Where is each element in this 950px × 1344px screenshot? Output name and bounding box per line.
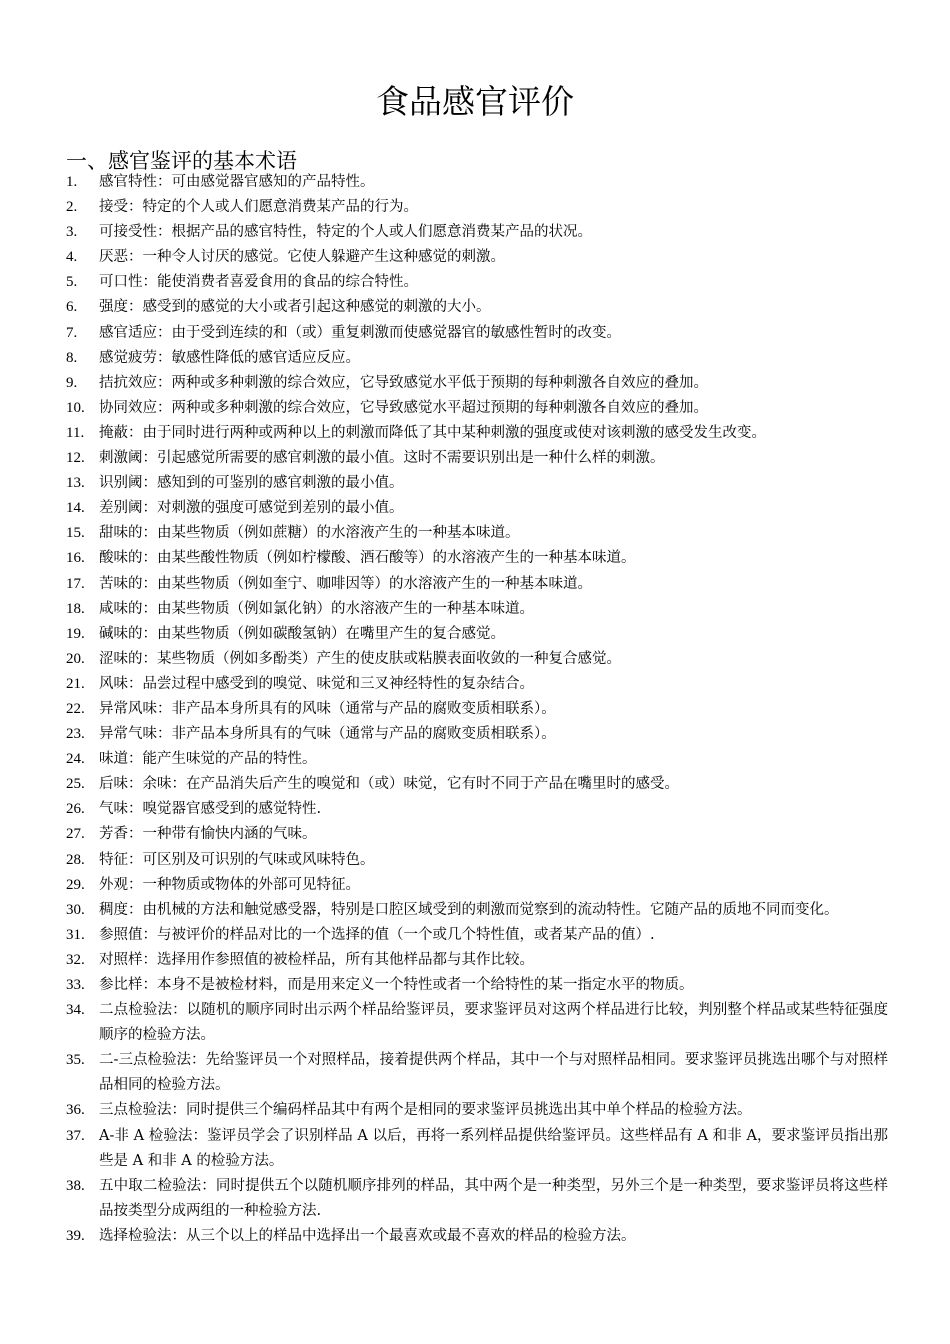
list-item — [66, 848, 888, 873]
list-item — [66, 270, 888, 295]
list-item-text: 强度：感受到的感觉的大小或者引起这种感觉的刺激的大小。 — [99, 299, 491, 316]
list-item-text: 差别阈：对刺激的强度可感觉到差别的最小值。 — [99, 500, 404, 517]
list-item-number: 39. — [66, 1227, 85, 1244]
list-item-number: 2. — [66, 199, 78, 216]
list-item-text: 识别阈：感知到的可鉴别的感官刺激的最小值。 — [99, 475, 404, 492]
list-item-number: 34. — [66, 1002, 85, 1019]
list-item-number: 28. — [66, 851, 85, 868]
list-item-number: 10. — [66, 399, 85, 416]
list-item — [66, 697, 888, 722]
list-item-number: 7. — [66, 324, 78, 341]
list-item-text: 三点检验法：同时提供三个编码样品其中有两个是相同的要求鉴评员挑选出其中单个样品的检验方法。 — [99, 1102, 752, 1119]
list-item-text: A-非 A 检验法：鉴评员学会了识别样品 A 以后，再将一系列样品提供给鉴评员。这些样品有 A 和非 A，要求鉴评员指出那些是 A 和非 A 的检验方法。 — [99, 1127, 888, 1169]
list-item-text: 甜味的：由某些物质（例如蔗糖）的水溶液产生的一种基本味道。 — [99, 525, 520, 542]
list-item-text: 涩味的：某些物质（例如多酚类）产生的使皮肤或粘膜表面收敛的一种复合感觉。 — [99, 650, 621, 667]
list-item-number: 19. — [66, 625, 85, 642]
list-item — [66, 471, 888, 496]
list-item-text: 异常风味：非产品本身所具有的风味（通常与产品的腐败变质相联系）。 — [99, 700, 556, 717]
list-item-text: 酸味的：由某些酸性物质（例如柠檬酸、酒石酸等）的水溶液产生的一种基本味道。 — [99, 550, 636, 567]
list-item-number: 33. — [66, 977, 85, 993]
list-item-number: 30. — [66, 901, 85, 918]
list-item-text: 二点检验法：以随机的顺序同时出示两个样品给鉴评员，要求鉴评员对这两个样品进行比较，判别整个样品或某些特征强度顺序的检验方法。 — [99, 1002, 888, 1044]
list-item — [66, 446, 888, 471]
list-item-number: 26. — [66, 801, 85, 818]
section-heading: 一、感官鉴评的基本术语 — [66, 149, 297, 174]
list-item-text: 稠度：由机械的方法和触觉感受器，特别是口腔区域受到的刺激而觉察到的流动特性。它随产品的质地不同而变化。 — [99, 901, 839, 918]
list-item-number: 27. — [66, 826, 85, 843]
list-item — [66, 220, 888, 245]
list-item — [66, 546, 888, 571]
list-item-number: 13. — [66, 475, 85, 492]
list-item-text: 可接受性：根据产品的感官特性，特定的个人或人们愿意消费某产品的状况。 — [99, 224, 592, 241]
list-item-text: 苦味的：由某些物质（例如奎宁、咖啡因等）的水溶液产生的一种基本味道。 — [99, 575, 592, 592]
list-item — [66, 822, 888, 847]
list-item-number: 35. — [66, 1052, 85, 1069]
list-item — [66, 797, 888, 822]
list-item-text: 刺激阈：引起感觉所需要的感官刺激的最小值。这时不需要识别出是一种什么样的刺激。 — [99, 450, 665, 467]
list-item-text: 感官特性：可由感觉器官感知的产品特性。 — [99, 174, 375, 190]
list-item-text: 风味：品尝过程中感受到的嗅觉、味觉和三叉神经特性的复杂结合。 — [99, 675, 534, 692]
list-item — [66, 195, 888, 220]
list-item-text: 协同效应：两种或多种刺激的综合效应，它导致感觉水平超过预期的每种刺激各自效应的叠加。 — [99, 399, 708, 416]
list-item-number: 29. — [66, 876, 85, 893]
list-item-number: 11. — [66, 424, 85, 441]
list-item — [66, 245, 888, 270]
list-item-number: 21. — [66, 675, 85, 692]
list-item-number: 17. — [66, 575, 85, 592]
list-item-text: 二-三点检验法：先给鉴评员一个对照样品，接着提供两个样品，其中一个与对照样品相同。要求鉴评员挑选出哪个与对照样品相同的检验方法。 — [99, 1052, 888, 1094]
list-item — [66, 998, 888, 1048]
list-item — [66, 923, 888, 948]
page-title: 食品感官评价 — [376, 82, 574, 122]
list-item — [66, 622, 888, 647]
list-item-number: 23. — [66, 726, 85, 743]
list-item — [66, 647, 888, 672]
list-item — [66, 1048, 888, 1098]
list-item-number: 14. — [66, 500, 85, 517]
list-item-number: 37. — [66, 1127, 85, 1144]
list-item-text: 选择检验法：从三个以上的样品中选择出一个最喜欢或最不喜欢的样品的检验方法。 — [99, 1227, 636, 1244]
list-item — [66, 1224, 888, 1249]
list-item-number: 38. — [66, 1177, 85, 1194]
list-item — [66, 346, 888, 371]
list-item-number: 4. — [66, 249, 78, 266]
list-item-text: 碱味的：由某些物质（例如碳酸氢钠）在嘴里产生的复合感觉。 — [99, 625, 505, 642]
list-item-number: 15. — [66, 525, 85, 542]
list-item — [66, 421, 888, 446]
list-item — [66, 597, 888, 622]
list-item-text: 拮抗效应：两种或多种刺激的综合效应，它导致感觉水平低于预期的每种刺激各自效应的叠加。 — [99, 374, 708, 391]
list-item-text: 参照值：与被评价的样品对比的一个选择的值（一个或几个特性值，或者某产品的值）. — [99, 926, 655, 943]
list-item — [66, 321, 888, 346]
list-item — [66, 496, 888, 521]
list-item-text: 咸味的：由某些物质（例如氯化钠）的水溶液产生的一种基本味道。 — [99, 600, 534, 617]
list-item-text: 接受：特定的个人或人们愿意消费某产品的行为。 — [99, 199, 418, 216]
list-item — [66, 722, 888, 747]
list-item — [66, 396, 888, 421]
list-item — [66, 973, 888, 998]
list-item-number: 36. — [66, 1102, 85, 1119]
list-item-text: 对照样：选择用作参照值的被检样品，所有其他样品都与其作比较。 — [99, 951, 534, 968]
list-item — [66, 521, 888, 546]
list-item-text: 后味：余味：在产品消失后产生的嗅觉和（或）味觉，它有时不同于产品在嘴里时的感受。 — [99, 776, 679, 793]
list-item-number: 5. — [66, 274, 78, 291]
list-item — [66, 772, 888, 797]
list-item-number: 24. — [66, 751, 85, 768]
list-item — [66, 747, 888, 772]
list-item-text: 芳香：一种带有愉快内涵的气味。 — [99, 826, 317, 843]
list-item-number: 22. — [66, 700, 85, 717]
list-item-text: 异常气味：非产品本身所具有的气味（通常与产品的腐败变质相联系）。 — [99, 726, 556, 743]
list-item-text: 掩蔽：由于同时进行两种或两种以上的刺激而降低了其中某种刺激的强度或使对该刺激的感受发生改变。 — [99, 424, 766, 441]
list-item-text: 外观：一种物质或物体的外部可见特征。 — [99, 876, 360, 893]
list-item-number: 31. — [66, 926, 85, 943]
list-item-number: 25. — [66, 776, 85, 793]
term-list — [66, 170, 888, 1249]
list-item — [66, 1098, 888, 1123]
list-item-text: 参比样：本身不是被检材料，而是用来定义一个特性或者一个给特性的某一指定水平的物质。 — [99, 977, 694, 993]
list-item — [66, 873, 888, 898]
list-item-text: 感觉疲劳：敏感性降低的感官适应反应。 — [99, 349, 360, 366]
list-item-number: 1. — [66, 174, 78, 190]
list-item-text: 感官适应：由于受到连续的和（或）重复刺激而使感觉器官的敏感性暂时的改变。 — [99, 324, 621, 341]
list-item-number: 12. — [66, 450, 85, 467]
list-item-number: 9. — [66, 374, 78, 391]
list-item-number: 32. — [66, 951, 85, 968]
list-item — [66, 1124, 888, 1174]
list-item-number: 18. — [66, 600, 85, 617]
list-item-text: 特征：可区别及可识别的气味或风味特色。 — [99, 851, 375, 868]
list-item-number: 6. — [66, 299, 78, 316]
list-item-text: 可口性：能使消费者喜爱食用的食品的综合特性。 — [99, 274, 418, 291]
list-item — [66, 295, 888, 320]
list-item-text: 厌恶：一种令人讨厌的感觉。它使人躲避产生这种感觉的刺激。 — [99, 249, 505, 266]
list-item — [66, 672, 888, 697]
list-item — [66, 170, 888, 195]
list-item — [66, 1174, 888, 1224]
list-item-text: 五中取二检验法：同时提供五个以随机顺序排列的样品，其中两个是一种类型，另外三个是一种类型，要求鉴评员将这些样品按类型分成两组的一种检验方法. — [99, 1177, 888, 1219]
list-item — [66, 898, 888, 923]
list-item-text: 味道：能产生味觉的产品的特性。 — [99, 751, 317, 768]
list-item-number: 8. — [66, 349, 78, 366]
list-item-number: 3. — [66, 224, 78, 241]
list-item — [66, 948, 888, 973]
list-item-number: 16. — [66, 550, 85, 567]
list-item-number: 20. — [66, 650, 85, 667]
list-item-text: 气味：嗅觉器官感受到的感觉特性. — [99, 801, 322, 818]
list-item — [66, 371, 888, 396]
list-item — [66, 572, 888, 597]
